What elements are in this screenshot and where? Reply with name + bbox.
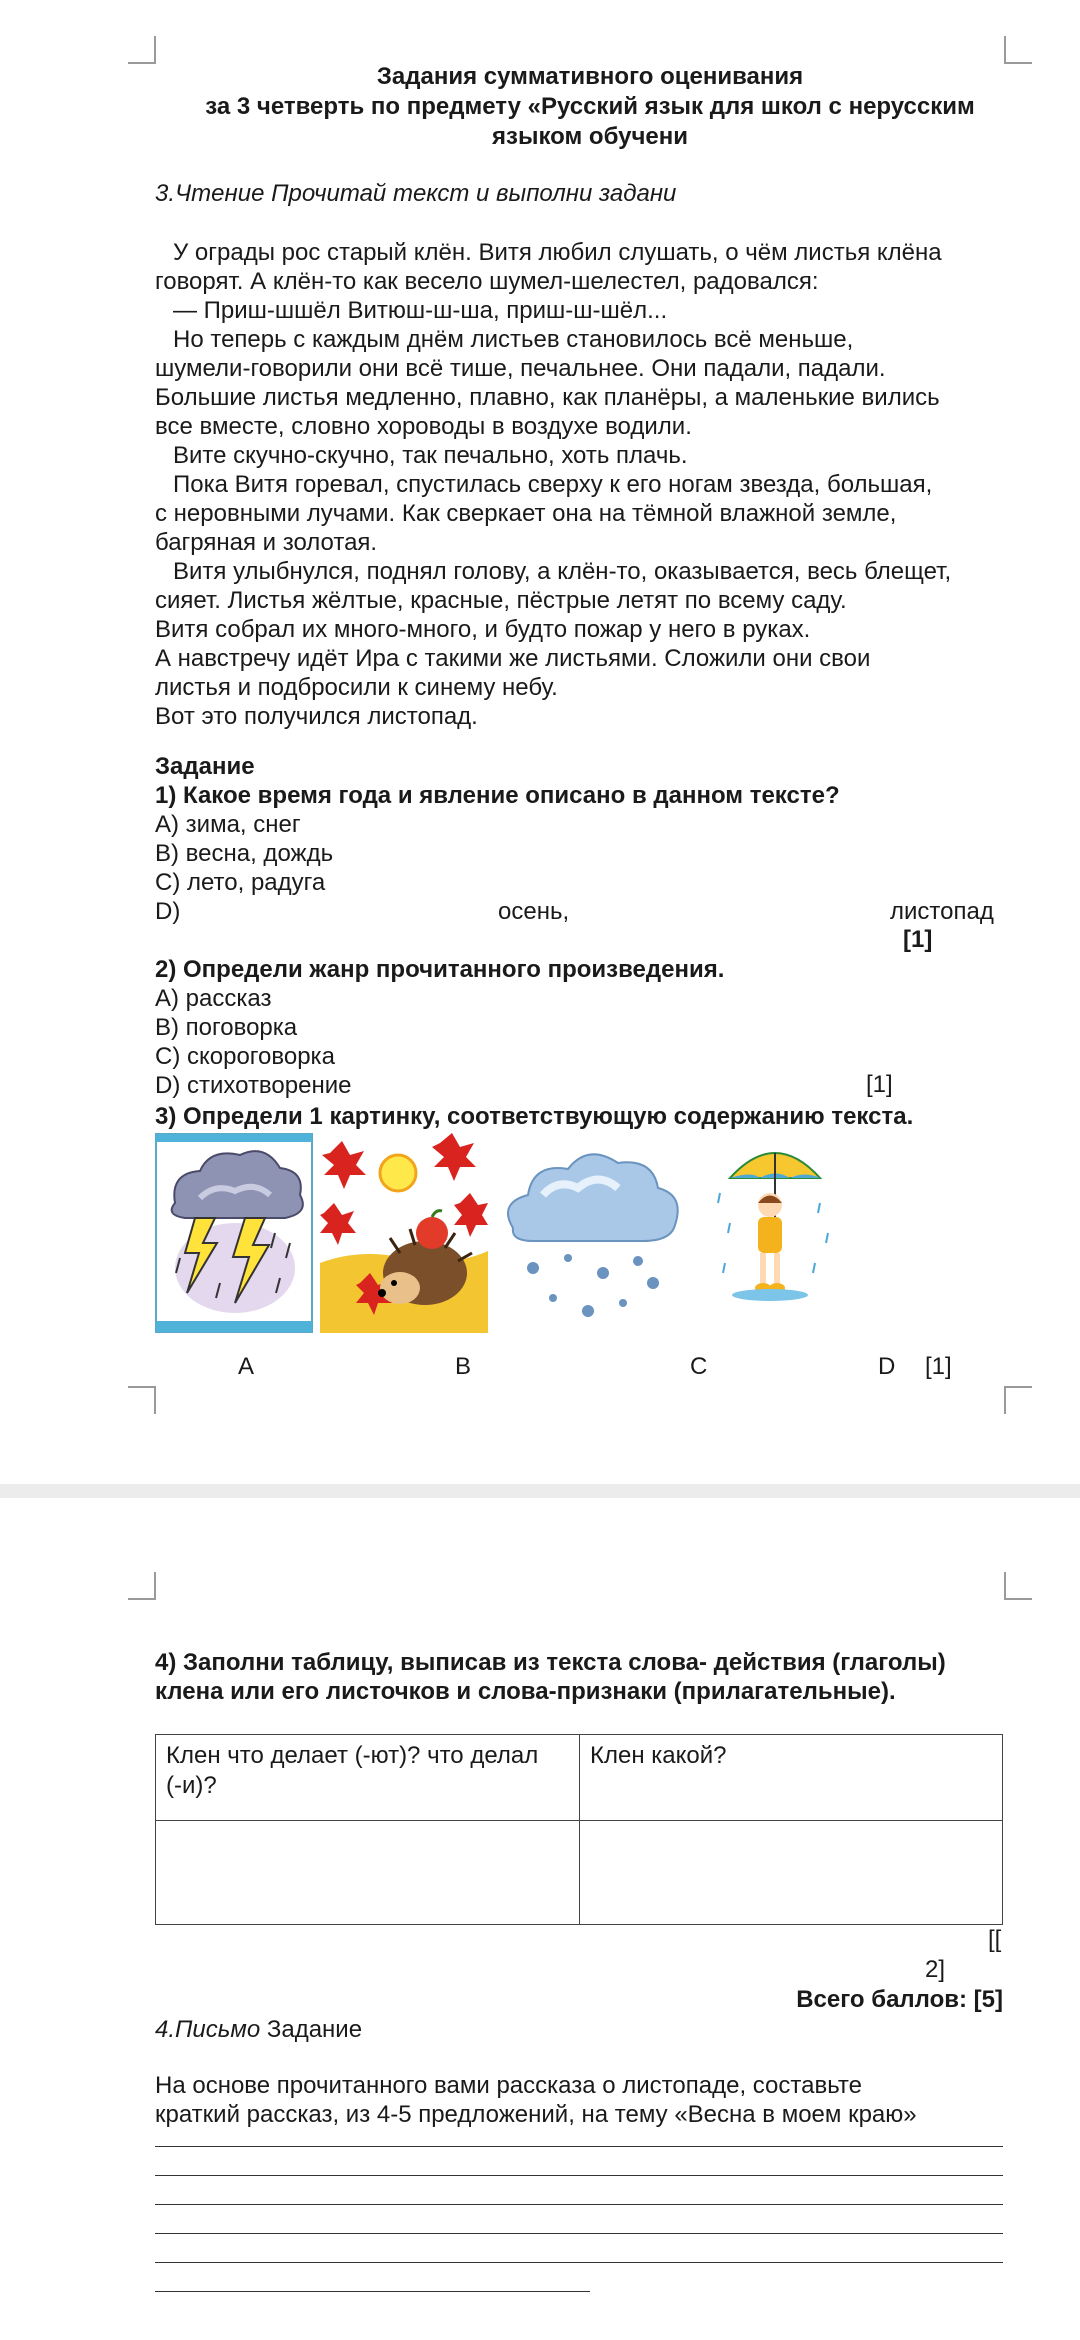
story-line: Но теперь с каждым днём листьев становилось всё меньше, [173,326,854,353]
story-line: шумели-говорили они всё тише, печальнее. Они падали, падали. [155,355,886,382]
q1-option-c: С) лето, радуга [155,869,326,896]
task-heading: Задание [155,753,255,780]
answer-line[interactable] [155,2291,590,2292]
q3-pictures [155,1133,855,1333]
q3-label-d: D [878,1353,896,1380]
crop-mark-top-left [128,1572,156,1600]
q1-option-d-letter: D) [155,898,181,925]
q2-points: [1] [866,1071,893,1098]
q2-question: 2) Определи жанр прочитанного произведения. [155,956,725,983]
title-line-3: языком обучени [492,123,688,150]
document-title [150,62,1030,152]
snow-cloud-picture [493,1133,689,1333]
q3-question: 3) Определи 1 картинку, соответствующую содержанию текста. [155,1103,914,1130]
q4-answer-cell-2[interactable] [580,1821,1003,1925]
story-line: — Приш-шшёл Витюш-ш-ша, приш-ш-шёл... [173,297,668,324]
story-line: Вите скучно-скучно, так печально, хоть плачь. [173,442,688,469]
section-writing-italic: 4.Письмо [155,2016,261,2043]
q1-option-a: А) зима, снег [155,811,301,838]
section-writing-heading [155,2016,362,2044]
story-line: У ограды рос старый клён. Витя любил слушать, о чём листья клёна [173,239,942,266]
q4-table-header-col1 [156,1735,580,1821]
answer-line[interactable] [155,2175,1003,2176]
crop-mark-top-right [1004,1572,1032,1600]
q4-points-top: [[ [988,1926,1002,1953]
q4-answer-cell-1[interactable] [156,1821,580,1925]
q1-question: 1) Какое время года и явление описано в данном тексте? [155,782,840,809]
story-line: багряная и золотая. [155,529,378,556]
answer-line[interactable] [155,2204,1003,2205]
total-points: Всего баллов: [5] [796,1986,1003,2013]
q3-points: [1] [925,1353,952,1380]
crop-mark-top-left [128,36,156,64]
q4-table [155,1734,1003,1925]
story-line: говорят. А клён-то как весело шумел-шелестел, радовался: [155,268,819,295]
writing-task-line-1: На основе прочитанного вами рассказа о листопаде, составьте [155,2072,862,2099]
answer-line[interactable] [155,2146,1003,2147]
q3-label-c: C [690,1353,708,1380]
story-line: листья и подбросили к синему небу. [155,674,558,701]
q1-option-b: В) весна, дождь [155,840,334,867]
q4-question-line-1: 4) Заполни таблицу, выписав из текста слова- действия (глаголы) [155,1649,946,1676]
q4-table-answer-row [156,1821,1003,1925]
section-reading-heading: 3.Чтение Прочитай текст и выполни задани [155,180,677,207]
q1-option-d [155,897,1015,926]
story-line: сияет. Листья жёлтые, красные, пёстрые летят по всему саду. [155,587,847,614]
title-line-2: за 3 четверть по предмету «Русский язык для школ с нерусским [205,93,975,120]
crop-mark-bottom-right [1004,1386,1032,1414]
q4-col1-line-2: (-и)? [166,1772,217,1799]
q2-option-a: А) рассказ [155,985,272,1012]
q1-option-d-word2: листопад [890,898,994,925]
q4-col1-line-1: Клен что делает (-ют)? что делал [166,1742,539,1769]
q2-option-d: D) стихотворение [155,1072,352,1099]
q4-question-line-2: клена или его листочков и слова-признаки (прилагательные). [155,1678,896,1705]
story-line: Витя собрал их много-много, и будто пожар у него в руках. [155,616,811,643]
writing-task-line-2: краткий рассказ, из 4-5 предложений, на тему «Весна в моем краю» [155,2101,917,2128]
q3-label-b: B [455,1353,472,1380]
q4-table-header-col2: Клен какой? [580,1735,1003,1821]
q4-table-header-row [156,1735,1003,1821]
document-page-2 [0,1498,1080,2340]
q2-option-b: В) поговорка [155,1014,298,1041]
autumn-hedgehog-picture [320,1133,488,1333]
q4-points-bottom: 2] [925,1956,946,1983]
q1-option-d-word1: осень, [498,898,570,925]
story-text [155,238,1025,731]
story-line: с неровными лучами. Как сверкает она на тёмной влажной земле, [155,500,897,527]
rain-girl-picture [710,1133,840,1333]
story-line: Большие листья медленно, плавно, как планёры, а маленькие вились [155,384,940,411]
q3-label-a: A [238,1353,255,1380]
story-line: все вместе, словно хороводы в воздухе водили. [155,413,692,440]
story-line: Вот это получился листопад. [155,703,478,730]
q1-points: [1] [903,926,933,953]
title-line-1: Задания суммативного оценивания [376,63,804,90]
section-writing-rest: Задание [260,2016,363,2043]
crop-mark-top-right [1004,36,1032,64]
story-line: Пока Витя горевал, спустилась сверху к его ногам звезда, большая, [173,471,933,498]
story-line: Витя улыбнулся, поднял голову, а клён-то, оказывается, весь блещет, [173,558,952,585]
answer-line[interactable] [155,2233,1003,2234]
crop-mark-bottom-left [128,1386,156,1414]
answer-line[interactable] [155,2262,1003,2263]
q2-option-c: С) скороговорка [155,1043,335,1070]
storm-cloud-picture [155,1133,313,1333]
page-separator [0,1484,1080,1498]
story-line: А навстречу идёт Ира с такими же листьями. Сложили они свои [155,645,871,672]
